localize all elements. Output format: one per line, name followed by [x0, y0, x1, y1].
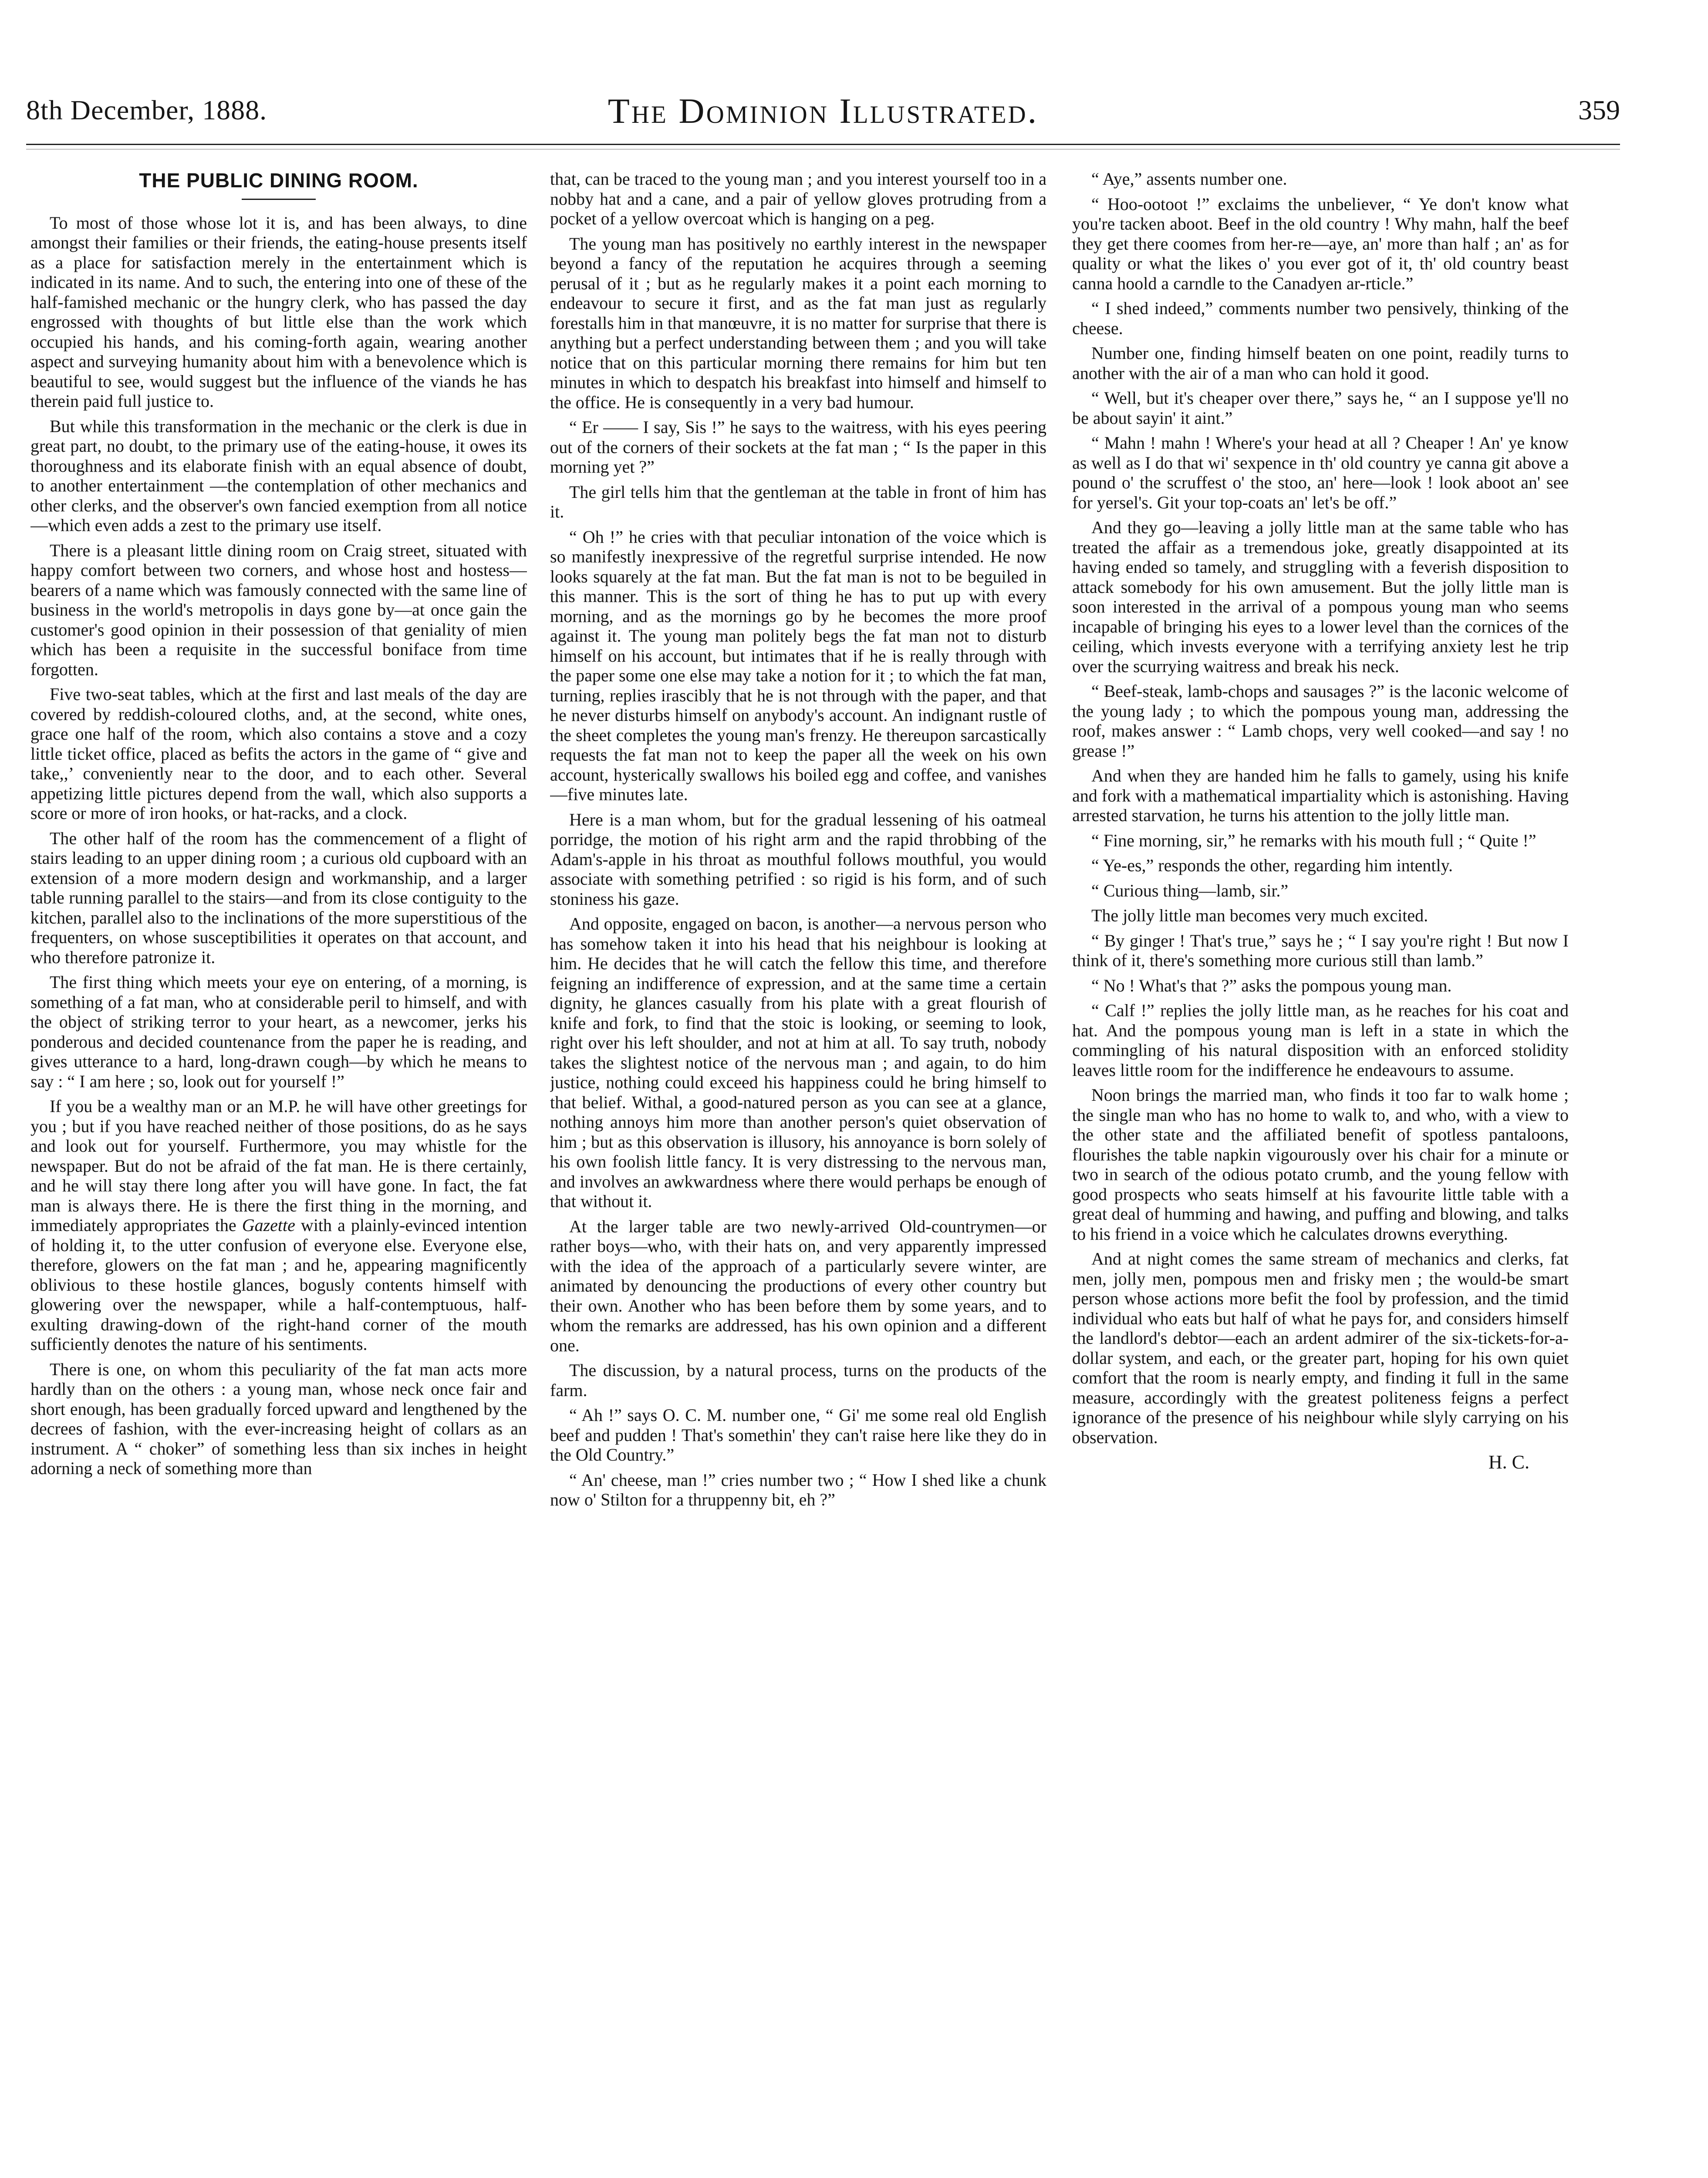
paragraph: “ Ye-es,” responds the other, regarding him intently.: [1091, 856, 1453, 875]
paragraph: Here is a man whom, but for the gradual lessening of his oatmeal porridge, the motion of his right arm and the rapid throbbing of the Adam's-apple in his throat as mouthful follows mouthful, you would associate with something petrified : so rigid is his form, and of such stoniness his gaze.: [550, 809, 1046, 909]
paragraph: “ An' cheese, man !” cries number two ; “ How I shed like a chunk now o' Stilton for a thruppenny bit, eh ?”: [550, 1470, 1046, 1509]
article-title: THE PUBLIC DINING ROOM.: [139, 169, 419, 192]
paragraph: “ By ginger ! That's true,” says he ; “ I say you're right ! But now I think of it, there's something more curious still than lamb.”: [1072, 930, 1569, 970]
paragraph: And they go—leaving a jolly little man at the same table who has treated the affair as a tremendous joke, greatly disappointed at its having ended so tamely, and struggling with a feverish disposition to attack somebody for his own amusement. But the jolly little man is soon interested in the arrival of a pompous young man who seems incapable of bringing his eyes to a lower level than the cornices of the ceiling, which invests everyone with a terrifying anxiety lest he trip over the scurrying waitress and break his neck.: [1072, 517, 1569, 676]
publication-title: The Dominion Illustrated.: [608, 91, 1039, 131]
paragraph: “ Fine morning, sir,” he remarks with his mouth full ; “ Quite !”: [1091, 830, 1536, 850]
paragraph: “ I shed indeed,” comments number two pensively, thinking of the cheese.: [1072, 298, 1569, 338]
paragraph: To most of those whose lot it is, and has been always, to dine amongst their families or their friends, the eating-house presents itself as a place for satisfaction merely in the entertainment which is indicated in its name. And to such, the entering into one of these of the half-famished mechanic or the hungry clerk, who has passed the day engrossed with thoughts of but little else than the work which occupied his hands, and his coming-forth again, wearing another aspect and surveying humanity about him with a benevolence which is beautiful to see, would suggest but the influence of the viands he has therein paid full justice to.: [30, 213, 527, 411]
paragraph: Five two-seat tables, which at the first and last meals of the day are covered by reddish-coloured cloths, and, at the second, white ones, grace one half of the room, which also contains a stove and a cozy little ticket office, placed as befits the actors in the game of “ give and take,,’ conveniently near to the door, and to each other. Several appetizing little pictures depend from the wall, which also supports a score or more of iron hooks, or hat-racks, and a clock.: [30, 684, 527, 823]
paragraph: The jolly little man becomes very much excited.: [1091, 906, 1428, 925]
paragraph: Noon brings the married man, who finds it too far to walk home ; the single man who has no home to walk to, and who, with a view to the other state and the affiliated benefit of spotless pantaloons, flourishes the table napkin vigourously over his chair for a minute or two in search of the odious potato crumb, and the young fellow with good prospects who seats himself at his favourite little table with a great deal of humming and hawing, and puffing and blowing, and talks to his friend in a voice which he calculates drowns everything.: [1072, 1085, 1569, 1244]
paragraph: “ Er —— I say, Sis !” he says to the waitress, with his eyes peering out of the corners of their sockets at the fat man ; “ Is the paper in this morning yet ?”: [550, 417, 1046, 477]
paragraph: And at night comes the same stream of mechanics and clerks, fat men, jolly men, pompous men and frisky men ; the would-be smart person whose actions more befit the fool by profession, and the timid individual who eats but half of what he pays for, and considers himself the landlord's debtor—each an ardent admirer of the six-tickets-for-a-dollar system, and each, or the greater part, hoping for his own quiet comfort that the room is nearly empty, and finding it full in the same measure, accordingly with the greatest politeness feigns a perfect ignorance of the presence of his neighbour while slyly carrying on his observation.: [1072, 1249, 1569, 1447]
paragraph: “ No ! What's that ?” asks the pompous young man.: [1091, 975, 1452, 995]
issue-date: 8th December, 1888.: [26, 95, 267, 125]
paragraph: Number one, finding himself beaten on one point, readily turns to another with the air of a man who can hold it good.: [1072, 343, 1569, 383]
paragraph: “ Ah !” says O. C. M. number one, “ Gi' me some real old English beef and pudden ! That's somethin' they can't raise here like they do in the Old Country.”: [550, 1405, 1046, 1464]
paragraph: “ Curious thing—lamb, sir.”: [1091, 880, 1289, 900]
paragraph: At the larger table are two newly-arrived Old-countrymen—or rather boys—who, with their hats on, and very apparently impressed with the idea of the approach of a particularly severe winter, are animated by denouncing the productions of every other country but their own. Another who has been before them by some years, and to whom the remarks are addressed, has his own opinion and a different one.: [550, 1216, 1046, 1355]
paragraph: “ Aye,” assents number one.: [1091, 169, 1287, 189]
page-header: [26, 85, 1620, 138]
paragraph: But while this transformation in the mechanic or the clerk is due in great part, no doubt, to the primary use of the eating-house, it owes its thoroughness and its elaborate finish with an equal absence of doubt, to another entertainment —the contemplation of other mechanics and other clerks, and the observer's own fancied exemption from all notice—which even adds a zest to the primary use itself.: [30, 416, 527, 535]
header-rule: [26, 144, 1620, 145]
title-rule: [242, 199, 316, 200]
paragraph: The first thing which meets your eye on entering, of a morning, is something of a fat man, who at considerable peril to himself, and with the object of striking terror to your heart, as a newcomer, jerks his ponderous and decided countenance from the paper he is reading, and gives utterance to a hard, long-drawn cough—by which he means to say : “ I am here ; so, look out for yourself !”: [30, 972, 527, 1091]
column-3-body: [1072, 169, 1569, 1447]
article-column-3: [1072, 169, 1569, 2178]
paragraph: The other half of the room has the commencement of a flight of stairs leading to an upper dining room ; a curious old cupboard with an extension of a more modern design and workmanship, and a larger table running parallel to the stairs—and from its close contiguity to the kitchen, parallel also to the inclinations of the more superstitious of the frequenters, on whose susceptibilities it operates on that account, and who therefore patronize it.: [30, 828, 527, 967]
page-number: 359: [1578, 95, 1620, 125]
paragraph: that, can be traced to the young man ; and you interest yourself too in a nobby hat and a cane, and a pair of yellow gloves protruding from a pocket of a yellow overcoat which is hanging on a peg.: [550, 169, 1046, 228]
paragraph: “ Oh !” he cries with that peculiar intonation of the voice which is so manifestly inexpressive of the regretful surprise intended. He now looks squarely at the fat man. But the fat man is not to be beguiled in this manner. This is the sort of thing he has to put up with every morning, and as the mornings go by he becomes the more proof against it. The young man politely begs the fat man not to disturb himself on his account, but intimates that if he is really through with the paper some one else may take a notion for it ; to which the fat man, turning, replies irascibly that he is not through with the paper, and that he never disturbs himself on anybody's account. An indignant rustle of the sheet completes the young man's frenzy. He thereupon sarcastically requests the fat man not to keep the paper all the week on his own account, hysterically swallows his boiled egg and coffee, and vanishes—five minutes late.: [550, 527, 1046, 804]
paragraph: The discussion, by a natural process, turns on the products of the farm.: [550, 1360, 1046, 1400]
paragraph: And when they are handed him he falls to gamely, using his knife and fork with a mathematical impartiality which is astonishing. Having arrested starvation, he turns his attention to the jolly little man.: [1072, 766, 1569, 825]
article-column-1: [30, 169, 527, 2178]
paragraph: “ Well, but it's cheaper over there,” says he, “ an I suppose ye'll no be about sayin' it aint.”: [1072, 388, 1569, 428]
paragraph: The girl tells him that the gentleman at the table in front of him has it.: [550, 482, 1046, 521]
paragraph: “ Hoo-ootoot !” exclaims the unbeliever, “ Ye don't know what you're tacken aboot. Beef in the old country ! Why mahn, half the beef they get there coomes from her-re—aye, an' more than half ; an' as for quality or what the likes o' you ever got of it, th' old country beast canna hoold a carndle to the Canadyen ar-rticle.”: [1072, 194, 1569, 293]
paragraph: There is one, on whom this peculiarity of the fat man acts more hardly than on the others : a young man, whose neck once fair and short enough, has been gradually forced upward and lengthened by the decrees of fashion, with the ever-increasing height of collars as an instrument. A “ choker” of something less than six inches in height adorning a neck of something more than: [30, 1359, 527, 1478]
paragraph: “ Beef-steak, lamb-chops and sausages ?” is the laconic welcome of the young lady ; to which the pompous young man, addressing the roof, makes answer : “ Lamb chops, very well cooked—and say ! no grease !”: [1072, 681, 1569, 761]
paragraph: If you be a wealthy man or an M.P. he will have other greetings for you ; but if you have reached neither of those positions, do as he says and look out for yourself. Furthermore, you may whistle for the newspaper. But do not be afraid of the fat man. He is there certainly, and he will stay there long after you will have gone. In fact, the fat man is always there. He is there the first thing in the morning, and immediately appropriates the Gazette with a plainly-evinced intention of holding it, to the utter confusion of everyone else. Everyone else, therefore, glowers on the fat man ; and he, appearing magnificently oblivious to these hostile glances, bogusly contents himself with glowering over the newspaper, while a half-contemptuous, half-exulting drawing-down of the right-hand corner of the mouth sufficiently denotes the nature of his sentiments.: [30, 1096, 527, 1354]
paragraph: And opposite, engaged on bacon, is another—a nervous person who has somehow taken it into his head that his neighbour is looking at him. He decides that he will catch the fellow this time, and therefore feigning an indifference of expression, and at the same time a certain dignity, he glances casually from his plate with a great flourish of knife and fork, to find that the stoic is looking, or seeming to look, right over his left shoulder, and not at him at all. To say truth, nobody takes the slightest notice of the nervous man ; and again, to do him justice, nothing could exceed his happiness could he bring himself to that belief. Withal, a good-natured person as you can see at a glance, nothing annoys him more than another person's quiet observation of him ; but as this observation is illusory, his annoyance is born solely of his own foolish little fancy. It is very distressing to the nervous man, and involves an awkwardness where there would perhaps be enough of that without it.: [550, 914, 1046, 1211]
author-signature: H. C.: [1488, 1451, 1529, 1473]
paragraph: The young man has positively no earthly interest in the newspaper beyond a fancy of the reputation he acquires through a seeming perusal of it ; but as he regularly makes it a point each morning to endeavour to secure it first, and as the fat man just as regularly forestalls him in that manœuvre, it is no matter for surprise that there is anything but a perfect understanding between them ; and you will take notice that on this particular morning there remains for him but ten minutes in which to despatch his breakfast into himself and himself to the office. He is consequently in a very bad humour.: [550, 233, 1046, 412]
column-2-body: [550, 169, 1046, 1510]
column-1-body: [30, 213, 527, 1478]
paragraph: There is a pleasant little dining room on Craig street, situated with happy comfort between two corners, and whose host and hostess—bearers of a name which was famously connected with the same line of business in the world's metropolis in days gone by—at once gain the customer's good opinion in their possession of that geniality of mien which has been a requisite in the successful boniface from time forgotten.: [30, 540, 527, 679]
paragraph: “ Calf !” replies the jolly little man, as he reaches for his coat and hat. And the pompous young man is left in a state in which the commingling of his natural disposition with an enforced stolidity leaves little room for the indifference he endeavours to assume.: [1072, 1001, 1569, 1080]
paragraph: “ Mahn ! mahn ! Where's your head at all ? Cheaper ! An' ye know as well as I do that wi' sexpence in th' old country ye canna git above a pound o' the scruffest o' the stoo, an' here—look ! look aboot an' see for yersel's. Git your top-coats an' let's be off.”: [1072, 433, 1569, 512]
article-column-2: [550, 169, 1046, 2178]
